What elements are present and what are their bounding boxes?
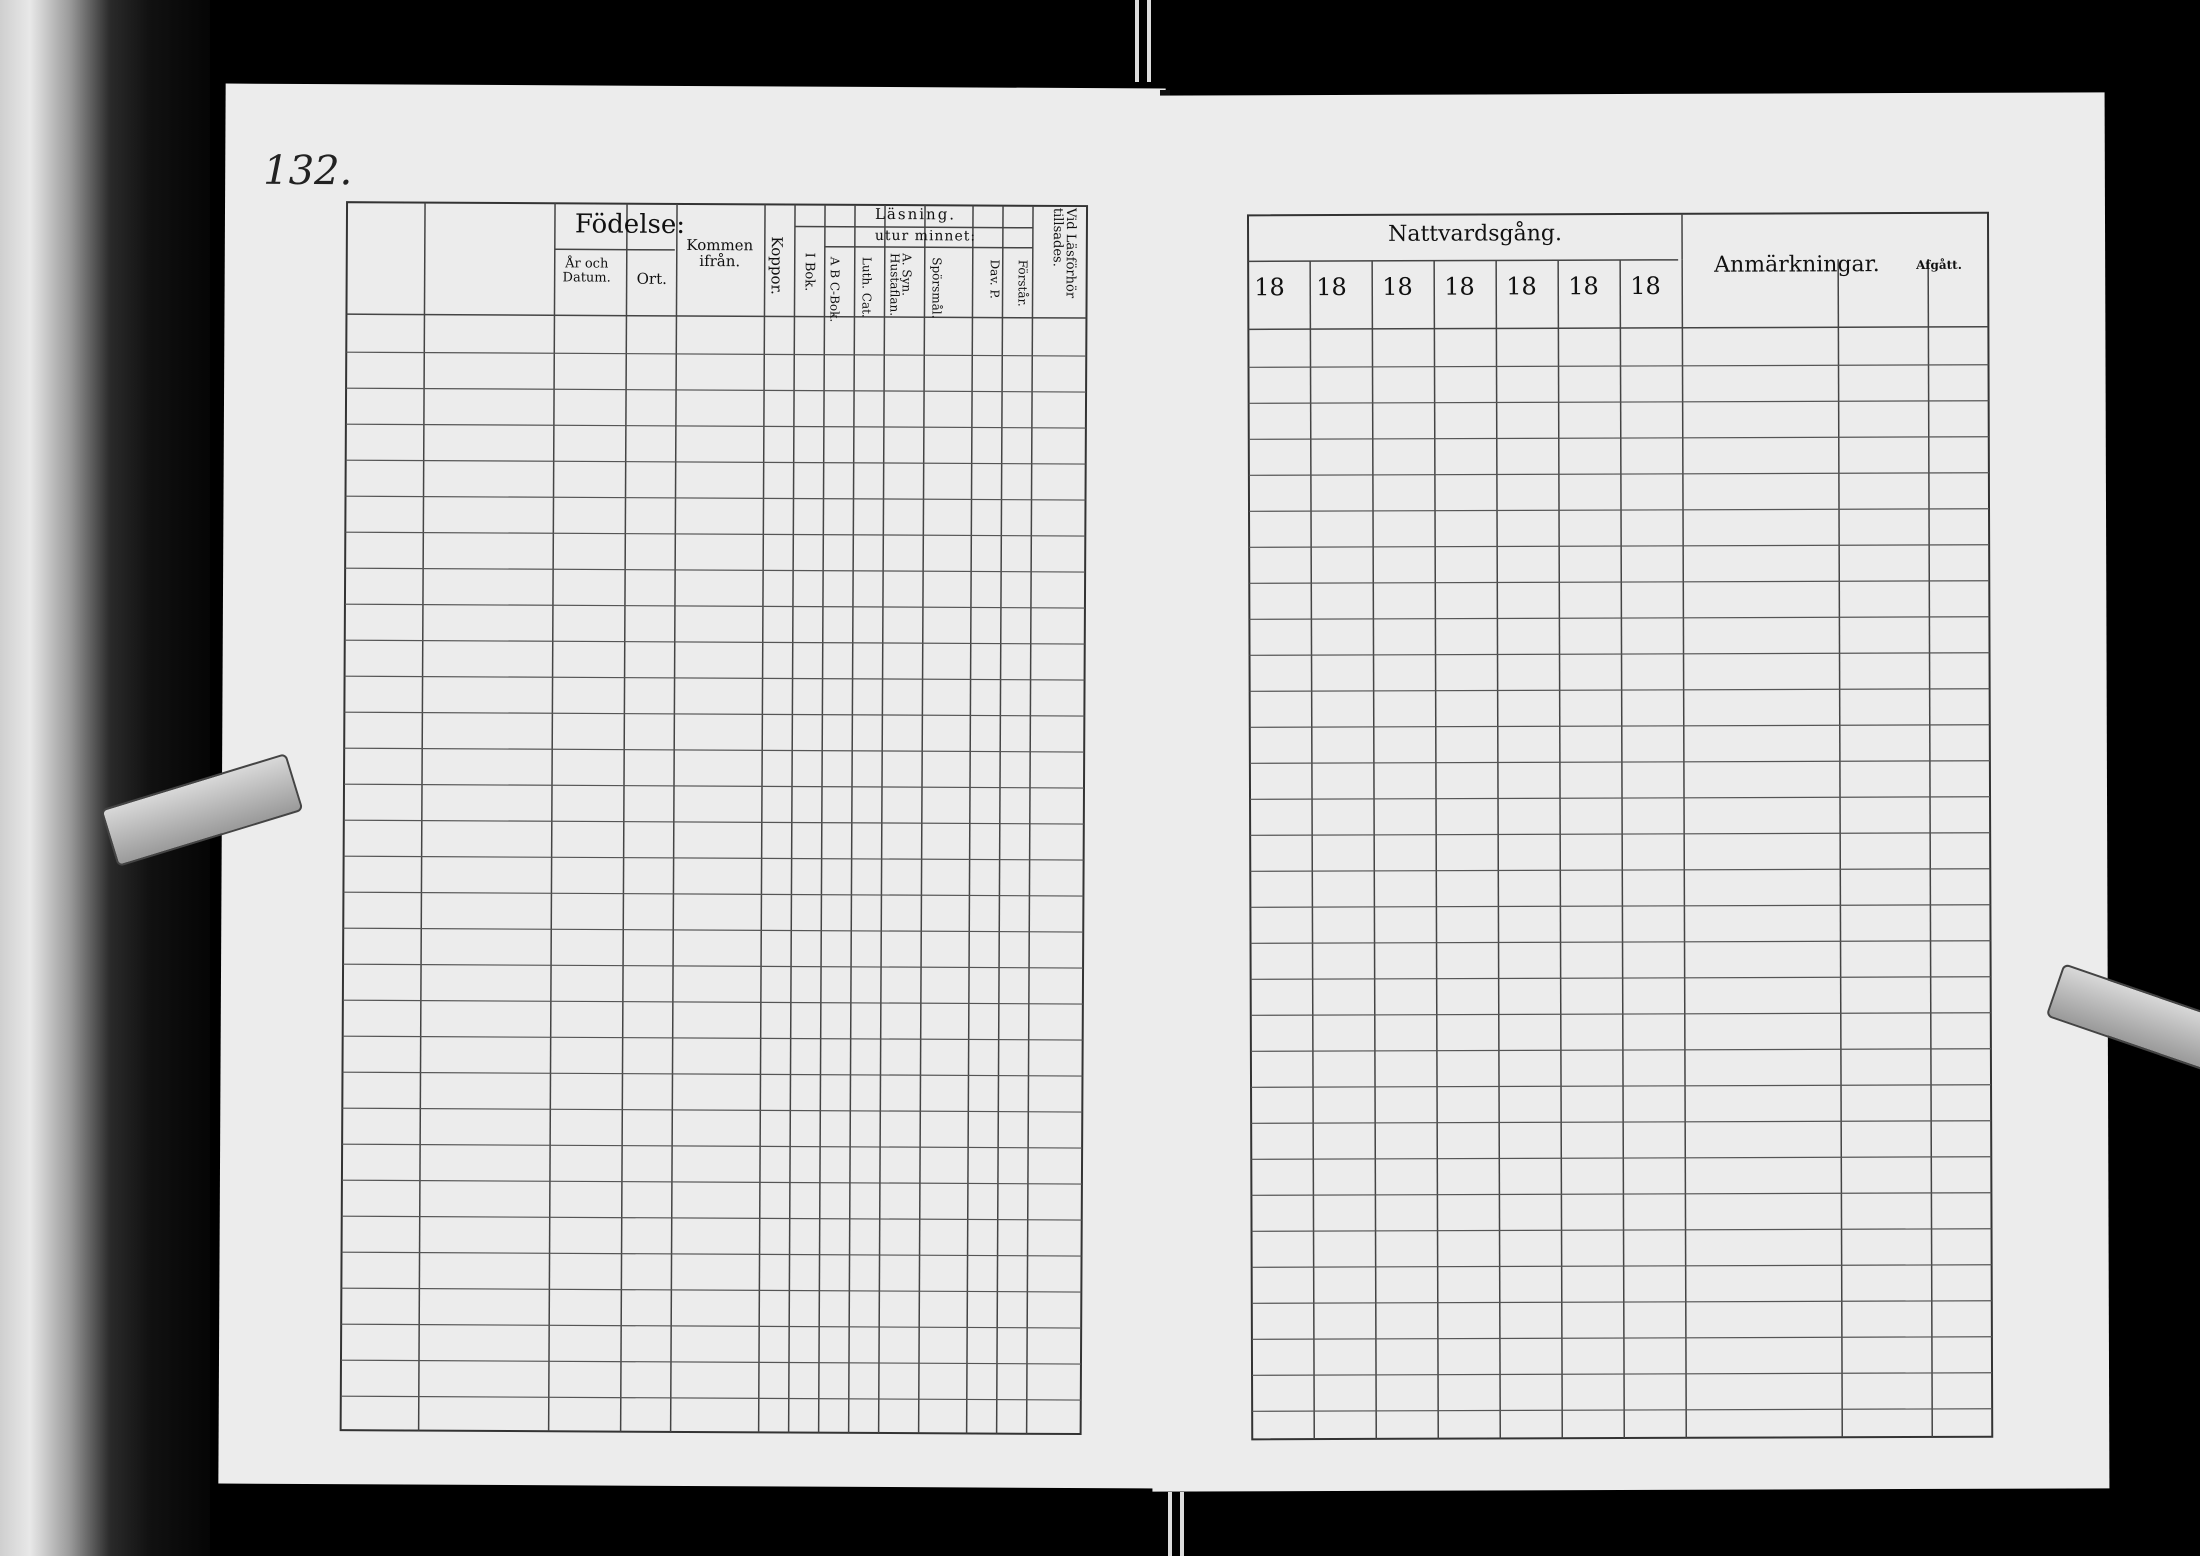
header-luth-cat: Luth. Cat. [859,256,874,318]
year-7: 18 [1630,271,1661,300]
header-kommen-ifran: Kommen ifrån. [686,235,754,270]
binding-mark-top-2 [1147,0,1151,82]
header-sporsmal: Spörsmål. [929,257,944,319]
header-a-syn-hustaflan: A. Syn. Hustaflan. [887,253,914,317]
header-dav-p: Dav. P. [987,259,1002,299]
right-register-grid [1148,92,2110,1491]
year-4: 18 [1444,272,1475,301]
header-nattvardsgang: Nattvardsgång. [1388,221,1563,247]
binding-mark-bottom [1168,1492,1172,1556]
book-spine [0,0,210,1556]
page-number: 132. [263,147,353,195]
header-anmarkningar: Anmärkningar. [1714,252,1880,278]
right-page [1148,92,2110,1491]
year-5: 18 [1506,272,1537,301]
header-lasning: Läsning. [874,204,957,224]
header-abc-bok: A B C-Bok. [827,256,842,323]
year-1: 18 [1254,273,1285,302]
year-6: 18 [1568,272,1599,301]
header-koppor: Koppor. [767,236,786,295]
header-afgatt: Afgått. [1916,257,1962,272]
left-page [218,84,1165,1489]
header-forstar: Förstår. [1015,259,1030,307]
header-i-bok: I Bok. [801,252,817,292]
header-fodelse: Födelse: [574,209,686,240]
year-3: 18 [1382,272,1413,301]
header-ar-och-datum: År och Datum. [562,256,611,286]
header-ort: Ort. [636,269,667,288]
binding-mark-top [1135,0,1139,82]
header-utur-minnet: utur minnet: [874,227,977,245]
header-vid-lasforhor: Vid Läsförhör tillsades. [1049,207,1079,299]
year-2: 18 [1316,272,1347,302]
binding-mark-bottom-2 [1180,1492,1184,1556]
